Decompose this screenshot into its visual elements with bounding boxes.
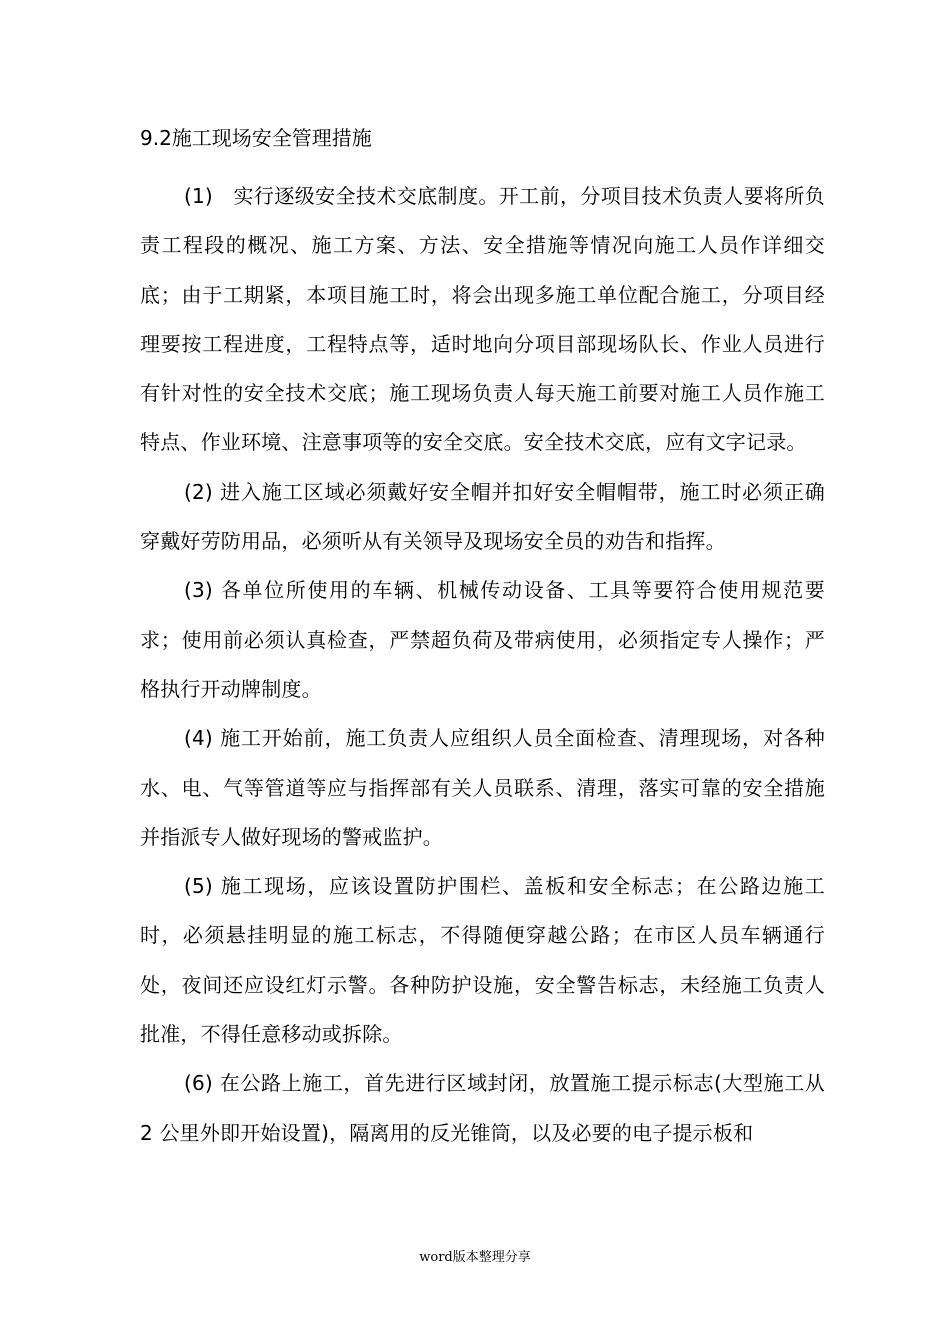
- paragraph-4: (4) 施工开始前，施工负责人应组织人员全面检查、清理现场，对各种水、电、气等管道等应与指挥部有关人员联系、清理，落实可靠的安全措施并指派专人做好现场的警戒监护。: [140, 726, 825, 849]
- paragraph-2: (2) 进入施工区域必须戴好安全帽并扣好安全帽帽带，施工时必须正确穿戴好劳防用品，必须听从有关领导及现场安全员的劝告和指挥。: [140, 479, 825, 554]
- paragraph-1: (1) 实行逐级安全技术交底制度。开工前，分项目技术负责人要将所负责工程段的概况、施工方案、方法、安全措施等情况向施工人员作详细交底；由于工期紧，本项目施工时，将会出现多施工单位配合施工，分项目经理要按工程进度，工程特点等，适时地向分项目部现场队长、作业人员进行有针对性的安全技术交底；施工现场负责人每天施工前要对施工人员作施工特点、作业环境、注意事项等的安全交底。安全技术交底，应有文字记录。: [140, 184, 825, 455]
- document-body: [140, 124, 825, 1158]
- page-footer: word版本整理分享: [419, 1250, 531, 1265]
- section-heading: 9.2施工现场安全管理措施: [140, 126, 372, 150]
- paragraph-5: (5) 施工现场，应该设置防护围栏、盖板和安全标志；在公路边施工时，必须悬挂明显的施工标志，不得随便穿越公路；在市区人员车辆通行处，夜间还应设红灯示警。各种防护设施，安全警告标志，未经施工负责人批准，不得任意移动或拆除。: [140, 874, 825, 1047]
- paragraph-3: (3) 各单位所使用的车辆、机械传动设备、工具等要符合使用规范要求；使用前必须认真检查，严禁超负荷及带病使用，必须指定专人操作；严格执行开动牌制度。: [140, 578, 825, 701]
- paragraph-6: (6) 在公路上施工，首先进行区域封闭，放置施工提示标志(大型施工从 2 公里外即开始设置)，隔离用的反光锥筒，以及必要的电子提示板和: [140, 1071, 825, 1145]
